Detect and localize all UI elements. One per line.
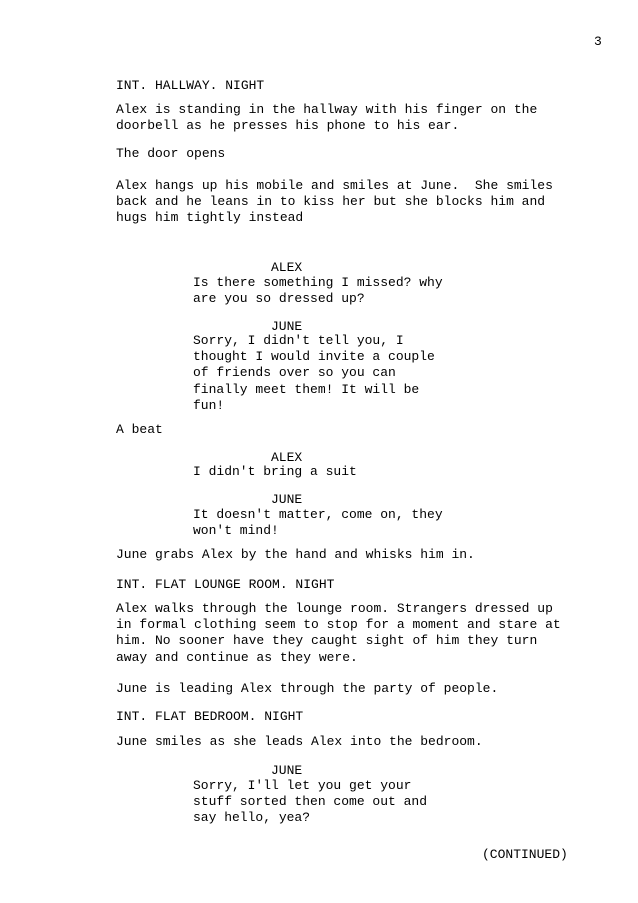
character-line: ALEX [271,450,303,465]
scene-heading-line: INT. FLAT BEDROOM. NIGHT [116,709,304,724]
action-line: back and he leans in to kiss her but she blocks him and [116,194,546,210]
action-line: Alex walks through the lounge room. Strangers dressed up [116,601,553,616]
dialogue-line: Sorry, I didn't tell you, I [193,333,404,348]
continued-label: (CONTINUED) [482,847,568,862]
action-line: away and continue as they were. [116,649,358,665]
dialogue-line: Is there something I missed? why [193,275,443,290]
dialogue-line: Sorry, I'll let you get your [193,778,412,793]
character-line: JUNE [271,763,303,778]
dialogue-line: I didn't bring a suit [193,464,357,479]
dialogue-line: fun! [193,397,225,413]
dialogue-line: stuff sorted then come out and [193,794,428,810]
character-line: ALEX [271,260,303,275]
scene-heading-line: INT. FLAT LOUNGE ROOM. NIGHT [116,577,335,592]
action-line: June grabs Alex by the hand and whisks him in. [116,547,475,562]
dialogue-line: It doesn't matter, come on, they [193,507,443,522]
page-number: 3 [594,34,602,49]
action-line: in formal clothing seem to stop for a moment and stare at [116,617,561,633]
action-line: June is leading Alex through the party of people. [116,681,499,696]
action-line: doorbell as he presses his phone to his ear. [116,118,460,134]
dialogue-line: thought I would invite a couple [193,349,435,365]
dialogue-line: finally meet them! It will be [193,381,420,397]
action-line: him. No sooner have they caught sight of him they turn [116,633,538,649]
dialogue-line: of friends over so you can [193,365,396,381]
character-line: JUNE [271,492,303,507]
scene-heading-line: INT. HALLWAY. NIGHT [116,78,265,93]
action-line: The door opens [116,146,226,161]
action-line: A beat [116,422,163,437]
dialogue-line: are you so dressed up? [193,291,365,307]
action-line: Alex is standing in the hallway with his finger on the [116,102,538,117]
dialogue-line: won't mind! [193,523,279,539]
action-line: Alex hangs up his mobile and smiles at June. She smiles [116,178,553,193]
action-line: June smiles as she leads Alex into the bedroom. [116,734,483,749]
action-line: hugs him tightly instead [116,210,304,226]
character-line: JUNE [271,319,303,334]
dialogue-line: say hello, yea? [193,810,311,826]
